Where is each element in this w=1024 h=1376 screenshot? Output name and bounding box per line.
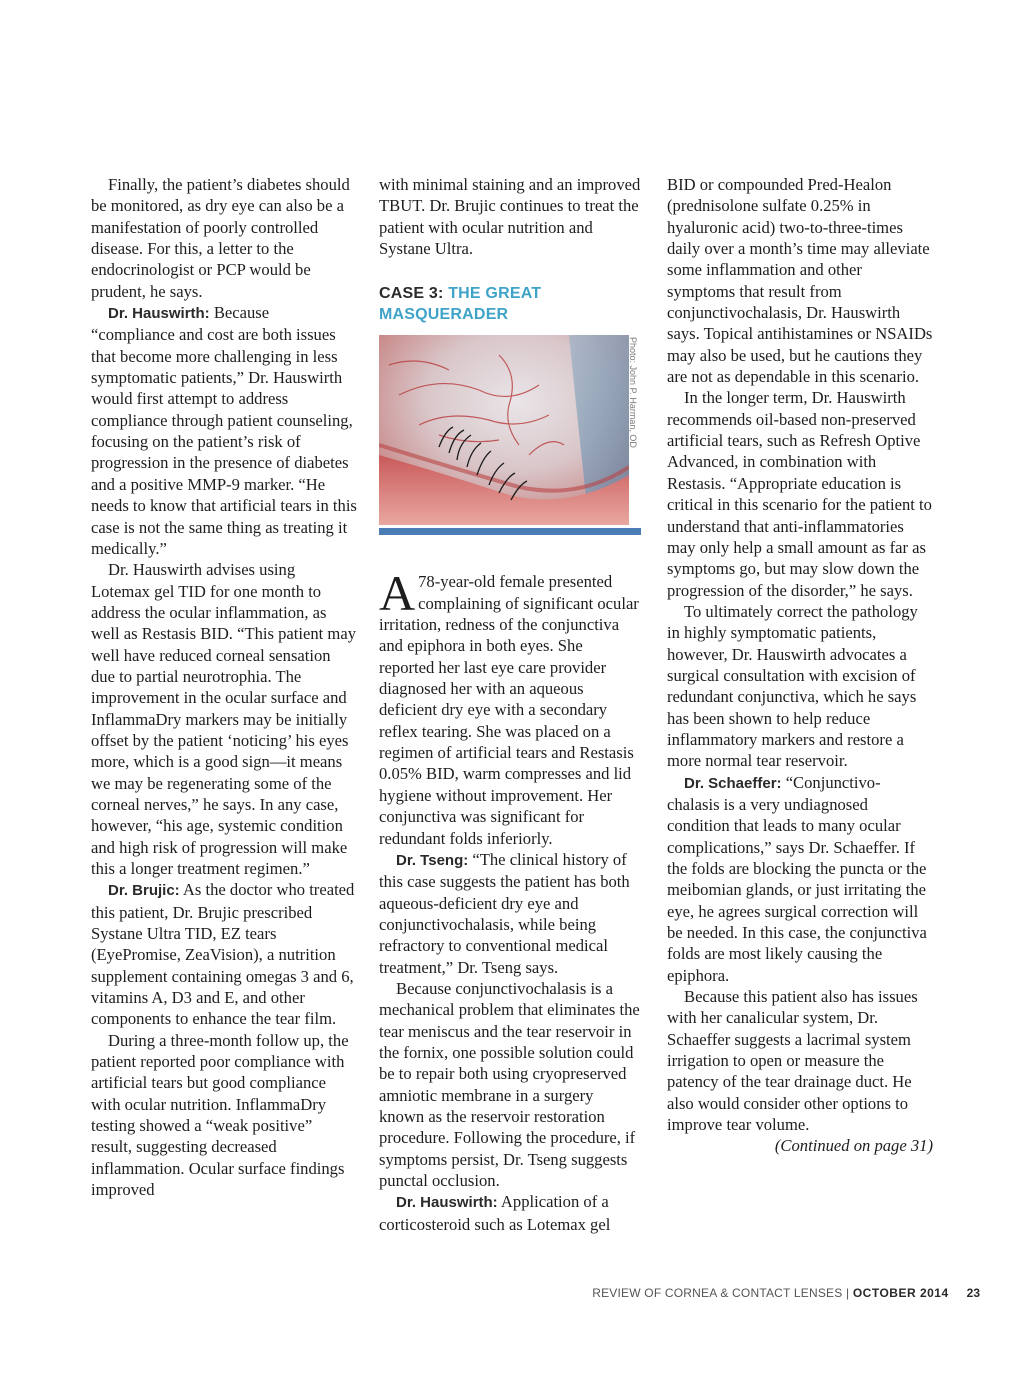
- paragraph: [91, 879, 357, 1029]
- paragraph: [667, 601, 933, 772]
- paragraph: [91, 559, 357, 879]
- paragraph: [667, 772, 933, 986]
- page-number: 23: [966, 1286, 980, 1300]
- col3-body: [667, 174, 933, 1135]
- drop-cap: A: [379, 565, 416, 622]
- column-3: [667, 174, 933, 1157]
- case-3-lead: [379, 565, 641, 848]
- paragraph: [91, 1030, 357, 1201]
- col2-rest: [379, 849, 641, 1235]
- column-1: [91, 174, 357, 1201]
- photo-credit: Photo: John P. Harman, OD: [628, 337, 638, 449]
- paragraph-text: “The clinical history of this case suggests the patient has both aqueous-deficient dry eye and conjunctivochalasis, while being refractory to conventional medical treatment,” Dr. Tseng says.: [379, 849, 630, 977]
- paragraph: [667, 174, 933, 387]
- paragraph-text: Because “compliance and cost are both issues that become more challenging in less symptomatic patients,” Dr. Hauswirth would first attempt to address compliance through patient counseling, focusing on the patient’s risk of progression in the presence of diabetes and a positive MMP-9 marker. “He needs to know that artificial tears in this case is not the same thing as treating it medically.”: [91, 303, 357, 558]
- journal-name: REVIEW OF CORNEA & CONTACT LENSES |: [592, 1286, 853, 1300]
- paragraph: [379, 849, 641, 978]
- paragraph-text: BID or compounded Pred-Healon (prednisolone sulfate 0.25% in hyaluronic acid) two-to-three-times daily over a month’s time may alleviate some inflammation and other symptoms that result from conjunctivochalasis, Dr. Hauswirth says. Topical antihistamines or NSAIDs may also be used, but he cautions they are not as dependable in this scenario.: [667, 175, 933, 387]
- paragraph: [91, 302, 357, 559]
- paragraph-text: Finally, the patient’s diabetes should be monitored, as dry eye can also be a manifestation of poorly controlled disease. For this, a letter to the endocrinologist or PCP would be prudent, he says.: [91, 175, 350, 301]
- case-3-photo: [379, 335, 641, 525]
- col2-intro: with minimal staining and an improved TBUT. Dr. Brujic continues to treat the patient with ocular nutrition and Systane Ultra.: [379, 175, 641, 259]
- page-footer: [560, 1286, 980, 1300]
- case-number: CASE 3:: [379, 285, 444, 303]
- speaker-label: Dr. Hauswirth:: [396, 1194, 498, 1212]
- issue-date: OCTOBER 2014: [852, 1286, 949, 1300]
- eye-photo: [379, 335, 629, 525]
- case-3-lead-text: 78-year-old female presented complaining of significant ocular irritation, redness of the conjunctiva and epiphora in both eyes. She reported her last eye care provider diagnosed her with an aqueous deficient dry eye with a secondary reflex tearing. She was placed on a regimen of artificial tears and Restasis 0.05% BID, warm compresses and lid hygiene without improvement. Her conjunctiva was significant for redundant folds inferiorly.: [379, 572, 639, 848]
- speaker-label: Dr. Hauswirth:: [108, 305, 210, 323]
- paragraph: [667, 387, 933, 600]
- paragraph-text: To ultimately correct the pathology in highly symptomatic patients, however, Dr. Hauswirth advocates a surgical consultation with excision of redundant conjunctiva, which he says has been shown to help reduce inflammatory markers and restore a more normal tear reservoir.: [667, 601, 918, 771]
- paragraph: [667, 986, 933, 1135]
- speaker-label: Dr. Schaeffer:: [684, 774, 782, 792]
- speaker-label: Dr. Brujic:: [108, 882, 180, 900]
- paragraph-text: As the doctor who treated this patient, Dr. Brujic prescribed Systane Ultra TID, EZ tears (EyePromise, ZeaVision), a nutrition supplement containing omegas 3 and 6, vitamins A, D3 and E, and other components to enhance the tear film.: [91, 880, 355, 1029]
- paragraph: [379, 978, 641, 1191]
- paragraph-text: During a three-month follow up, the patient reported poor compliance with artificial tears but good compliance with ocular nutrition. InflammaDry testing showed a “weak positive” result, suggesting decreased inflammation. Ocular surface findings improved: [91, 1030, 349, 1200]
- paragraph-text: Application of a corticosteroid such as Lotemax gel: [379, 1192, 611, 1234]
- case-title: THE GREAT MASQUERADER: [379, 285, 542, 324]
- paragraph: [91, 174, 357, 302]
- paragraph-text: Because this patient also has issues with her canalicular system, Dr. Schaeffer suggests a lacrimal system irrigation to open or measure the patency of the tear drainage duct. He also would consider other options to improve tear volume.: [667, 987, 918, 1135]
- paragraph-text: Dr. Hauswirth advises using Lotemax gel TID for one month to address the ocular inflammation, as well as Restasis BID. “This patient may well have reduced corneal sensation due to partial neurotrophia. The improvement in the ocular surface and InflammaDry markers may be initially offset by the patient ‘noticing’ his eyes more, which is a good sign—it means we may be regenerating some of the corneal nerves,” he says. In any case, however, “his age, systemic condition and high risk of progression will make this a longer treatment regimen.”: [91, 560, 356, 878]
- continued-note: (Continued on page 31): [774, 1136, 933, 1156]
- case-3-heading: [379, 283, 641, 325]
- speaker-label: Dr. Tseng:: [396, 851, 469, 869]
- paragraph-text: In the longer term, Dr. Hauswirth recommends oil-based non-preserved artificial tears, such as Refresh Optive Advanced, in combination with Restasis. “Appropriate education is critical in this scenario for the patient to understand that anti-inflammatories may only help a small amount as far as symptoms go, but may slow down the progression of the disorder,” he says.: [667, 388, 932, 600]
- column-2: [379, 174, 641, 1235]
- paragraph: [379, 1191, 641, 1235]
- photo-accent-bar: [379, 528, 641, 535]
- paragraph-text: “Conjunctivo-chalasis is a very undiagnosed condition that leads to many ocular complications,” says Dr. Schaeffer. If the folds are blocking the puncta or the meibomian glands, or just irritating the eye, he agrees surgical correction will be needed. In this case, the conjunctiva folds are most likely causing the epiphora.: [667, 772, 927, 985]
- paragraph-text: Because conjunctivochalasis is a mechanical problem that eliminates the tear meniscus and the tear reservoir in the fornix, one possible solution could be to repair both using cryopreserved amniotic membrane in a surgery known as the reservoir restoration procedure. Following the procedure, if symptoms persist, Dr. Tseng suggests punctal occlusion.: [379, 978, 640, 1190]
